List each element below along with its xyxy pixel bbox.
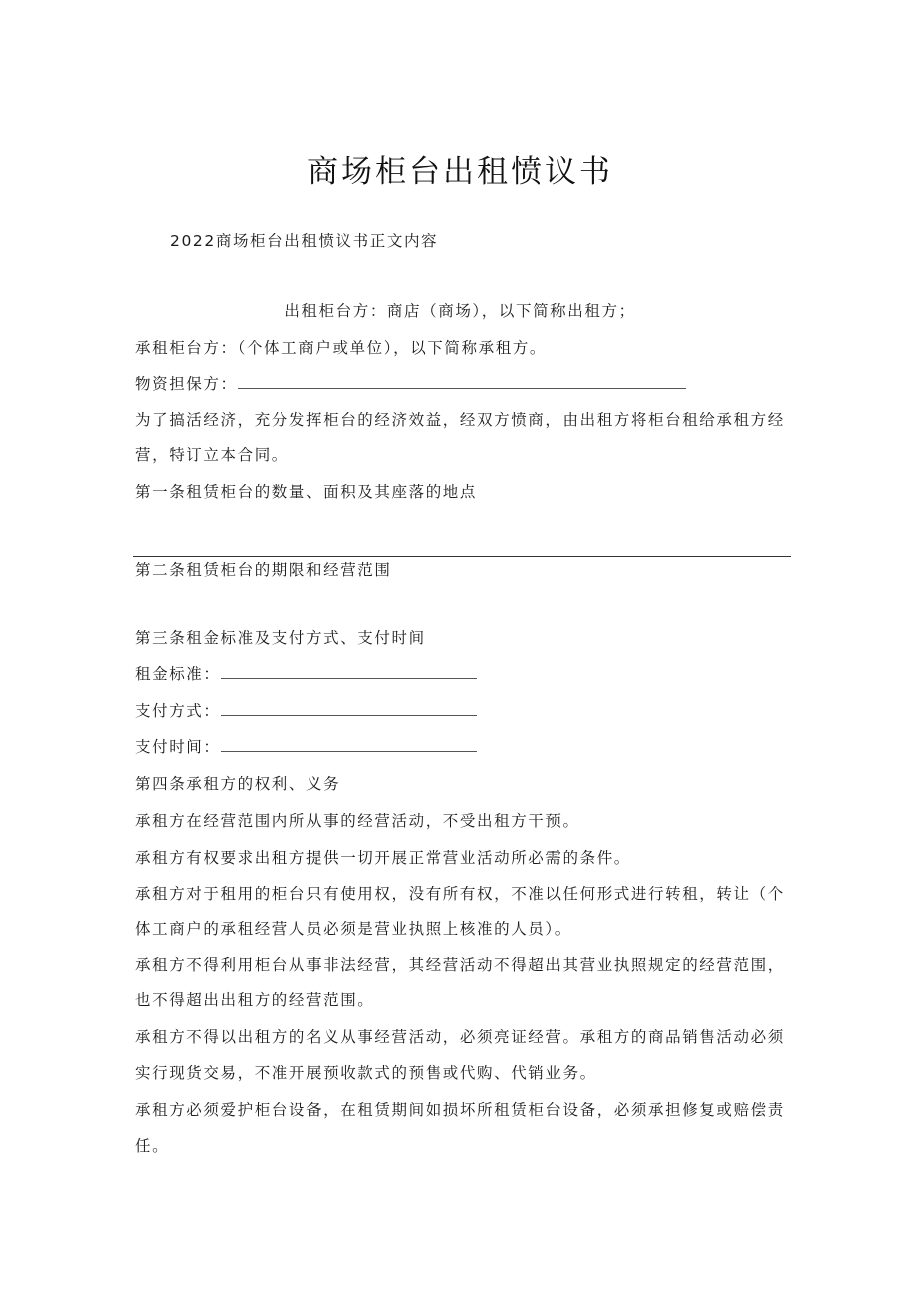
clause-4-line-2: 也不得超出出租方的经营范围。 bbox=[135, 991, 375, 1009]
lessor-line: 出租柜台方：商店（商场），以下简称出租方； bbox=[284, 302, 636, 320]
section-divider bbox=[133, 556, 791, 557]
purpose-line-2: 营，特订立本合同。 bbox=[135, 446, 289, 464]
rent-standard-row bbox=[135, 664, 477, 684]
lessee-line: 承租柜台方：（个体工商户或单位），以下简称承租方。 bbox=[135, 339, 548, 357]
article-3-heading: 第三条租金标准及支付方式、支付时间 bbox=[135, 629, 426, 647]
payment-time-label: 支付时间： bbox=[135, 738, 221, 756]
rent-standard-blank-field bbox=[221, 664, 477, 679]
clause-3-line-1: 承租方对于租用的柜台只有使用权，没有所有权，不准以任何形式进行转租，转让（个 bbox=[135, 885, 785, 903]
guarantor-blank-field bbox=[238, 374, 686, 389]
payment-method-blank-field bbox=[221, 701, 477, 716]
clause-5-line-1: 承租方不得以出租方的名义从事经营活动，必须亮证经营。承租方的商品销售活动必须 bbox=[135, 1028, 785, 1046]
document-title: 商场柜台出租愤议书 bbox=[307, 154, 613, 190]
payment-time-row bbox=[135, 737, 477, 757]
clause-2: 承租方有权要求出租方提供一切开展正常营业活动所必需的条件。 bbox=[135, 849, 631, 867]
clause-5-line-2: 实行现货交易，不准开展预收款式的预售或代购、代销业务。 bbox=[135, 1064, 597, 1082]
guarantor-row bbox=[135, 374, 686, 394]
clause-3-line-2: 体工商户的承租经营人员必须是营业执照上核准的人员）。 bbox=[135, 920, 572, 938]
article-2-heading: 第二条租赁柜台的期限和经营范围 bbox=[135, 561, 392, 579]
payment-method-label: 支付方式： bbox=[135, 702, 221, 720]
clause-6-line-1: 承租方必须爱护柜台设备，在租赁期间如损坏所租赁柜台设备，必须承担修复或赔偿责 bbox=[135, 1101, 785, 1119]
clause-4-line-1: 承租方不得利用柜台从事非法经营，其经营活动不得超出其营业执照规定的经营范围， bbox=[135, 956, 785, 974]
clause-1: 承租方在经营范围内所从事的经营活动，不受出租方干预。 bbox=[135, 812, 580, 830]
article-4-heading: 第四条承租方的权利、义务 bbox=[135, 775, 341, 793]
guarantor-label: 物资担保方： bbox=[135, 375, 238, 393]
payment-method-row bbox=[135, 701, 477, 721]
payment-time-blank-field bbox=[221, 737, 477, 752]
document-subtitle: 2022商场柜台出租愤议书正文内容 bbox=[170, 232, 439, 250]
rent-standard-label: 租金标准： bbox=[135, 665, 221, 683]
purpose-line-1: 为了搞活经济，充分发挥柜台的经济效益，经双方愤商，由出租方将柜台租给承租方经 bbox=[135, 411, 785, 429]
article-1-heading: 第一条租赁柜台的数量、面积及其座落的地点 bbox=[135, 483, 478, 501]
clause-6-line-2: 任。 bbox=[135, 1137, 170, 1155]
